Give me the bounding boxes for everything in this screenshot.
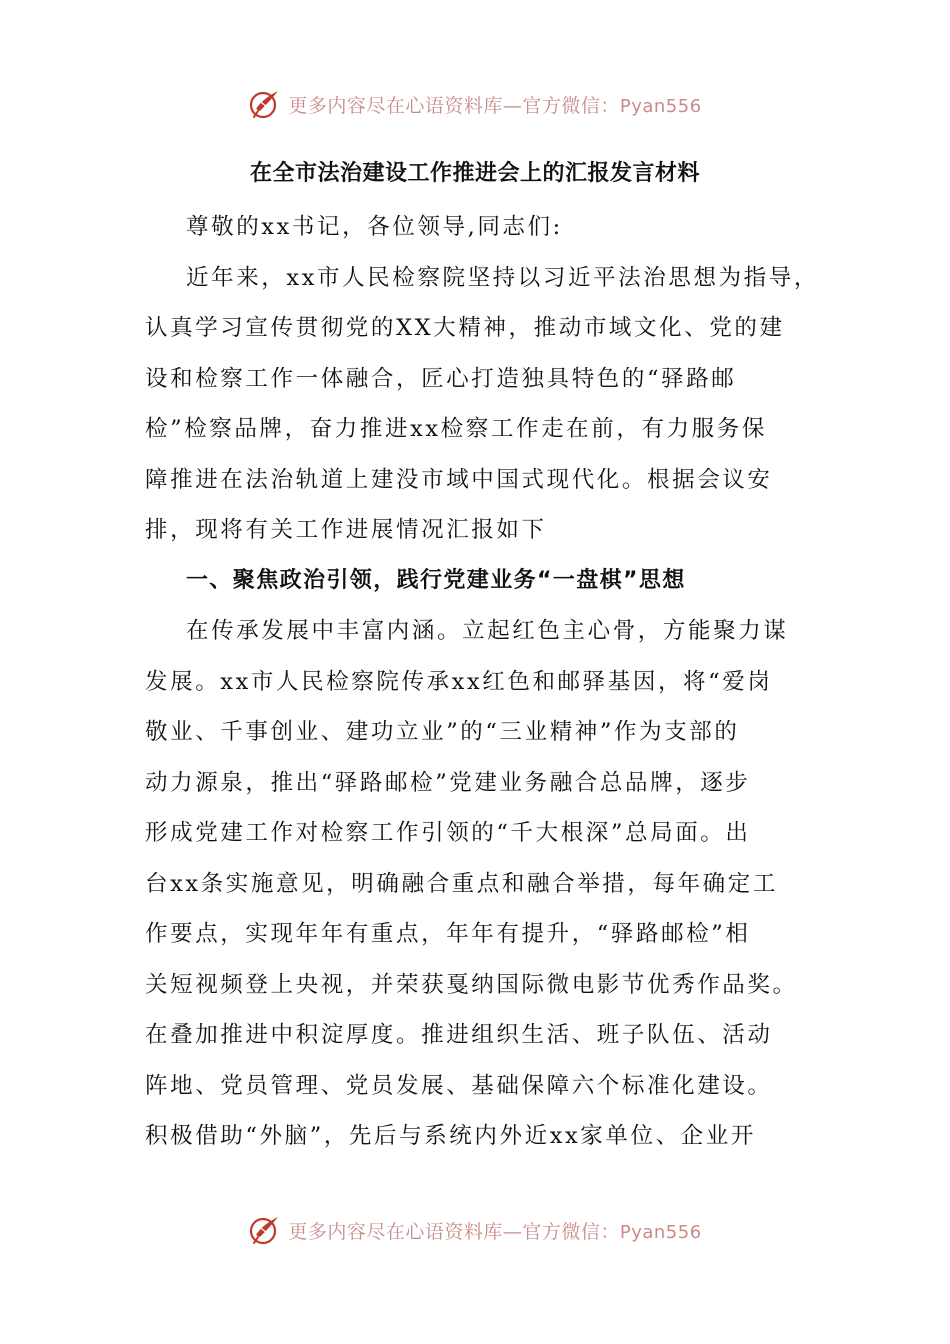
watermark-text-top: 更多内容尽在心语资料库—官方微信：Pyan556 [288,94,702,117]
paragraph-line: 在传承发展中丰富内涵。立起红色主心骨，方能聚力谋 [186,618,789,644]
paragraph-line: 排，现将有关工作进展情况汇报如下 [145,517,547,543]
paragraph-line: 形成党建工作对检察工作引领的“千大根深”总局面。出 [145,820,751,846]
paragraph-line: 设和检察工作一体融合，匠心打造独具特色的“驿路邮 [145,365,737,392]
watermark-id-top: Pyan556 [619,95,702,117]
watermark-id-bottom: Pyan556 [619,1221,702,1243]
paragraph-line: 台xx条实施意见，明确融合重点和融合举措，每年确定工 [145,870,778,897]
paragraph-line: 近年来，xx市人民检察院坚持以习近平法治思想为指导， [186,264,819,291]
watermark-text-bottom: 更多内容尽在心语资料库—官方微信：Pyan556 [288,1220,702,1243]
paragraph-line: 在叠加推进中积淀厚度。推进组织生活、班子队伍、活动 [145,1022,773,1048]
section-heading: 一、聚焦政治引领，践行党建业务“一盘棋”思想 [186,567,686,593]
paragraph-line: 作要点，实现年年有重点，年年有提升，“驿路邮检”相 [145,921,751,947]
paragraph-line: 积极借助“外脑”，先后与系统内外近xx家单位、企业开 [145,1123,756,1149]
paragraph-line: 认真学习宣传贯彻党的XX大精神，推动市域文化、党的建 [145,315,785,341]
watermark-banner-bottom [0,1208,950,1252]
watermark-banner-top [0,82,950,126]
document-title: 在全市法治建设工作推进会上的汇报发言材料 [249,161,700,186]
paragraph-line: 发展。xx市人民检察院传承xx红色和邮驿基因，将“爱岗 [145,668,773,695]
paragraph-line: 障推进在法治轨道上建没市域中国式现代化。根据会议安 [145,466,773,493]
paragraph-line: 检”检察品牌，奋力推进xx检察工作走在前，有力服务保 [145,416,767,442]
salutation-line: 尊敬的xx书记，各位领导,同志们: [186,214,563,240]
quill-logo-icon [248,87,282,121]
document-body [145,202,830,1162]
paragraph-line: 阵地、党员管理、党员发展、基础保障六个标准化建设。 [145,1072,773,1099]
paragraph-line: 动力源泉，推出“驿路邮检”党建业务融合总品牌，逐步 [145,769,751,796]
quill-logo-icon [248,1213,282,1247]
paragraph-line: 关短视频登上央视，并荣获戛纳国际微电影节优秀作品奖。 [145,971,798,998]
paragraph-line: 敬业、千事创业、建功立业”的“三业精神”作为支部的 [145,719,740,745]
